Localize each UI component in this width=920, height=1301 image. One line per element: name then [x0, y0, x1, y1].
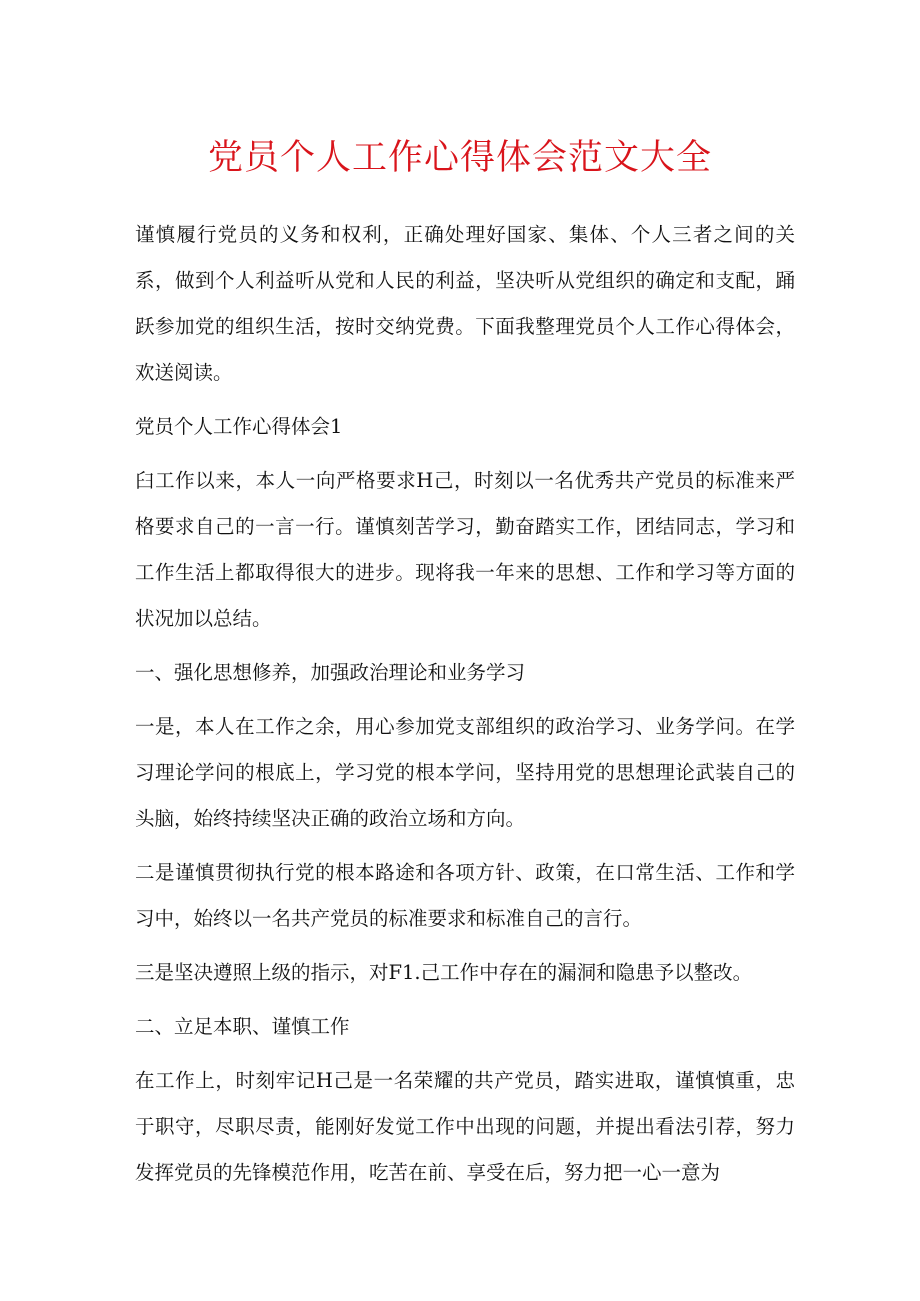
section-heading-study: 一、强化思想修养，加强政治理论和业务学习 [135, 661, 526, 684]
paragraph-overview: 臼工作以来，本人一向严格要求H己，时刻以一名优秀共产党员的标准来严格要求自己的一言一行。谨慎刻苦学习，勤奋踏实工作，团结同志，学习和工作生活上都取得很大的进步。现将我一年来的思想、工作和学习等方面的状况加以总结。 [135, 469, 795, 630]
paragraph-point-two: 二是谨慎贯彻执行党的根本路途和各项方针、政策，在口常生活、工作和学习中，始终以一名共产党员的标准要求和标准自己的言行。 [135, 861, 795, 930]
paragraph-point-one: 一是，本人在工作之余，用心参加党支部组织的政治学习、业务学问。在学习理论学问的根底上，学习党的根本学问，坚持用党的思想理论武装自己的头脑，始终持续坚决正确的政治立场和方向。 [135, 715, 795, 830]
section-heading-work: 二、立足本职、谨慎工作 [135, 1015, 350, 1038]
section-heading-part-1: 党员个人工作心得体会1 [135, 415, 343, 438]
paragraph-intro: 谨慎履行党员的义务和权利，正确处理好国家、集体、个人三者之间的关系，做到个人利益听从党和人民的利益，坚决听从党组织的确定和支配，踊跃参加党的组织生活，按时交纳党费。下面我整理党员个人工作心得体会，欢送阅读。 [135, 223, 795, 384]
document-title: 党员个人工作心得体会范文大全 [207, 138, 712, 178]
paragraph-point-three: 三是坚决遵照上级的指示，对F1.己工作中存在的漏洞和隐患予以整改。 [135, 961, 753, 984]
document-body [135, 212, 795, 1204]
paragraph-work: 在工作上，时刻牢记H己是一名荣耀的共产党员，踏实进取，谨慎慎重，忠于职守，尽职尽责，能刚好发觉工作中出现的问题，并提出看法引荐，努力发挥党员的先锋模范作用，吃苦在前、享受在后，努力把一心一意为 [135, 1069, 795, 1184]
